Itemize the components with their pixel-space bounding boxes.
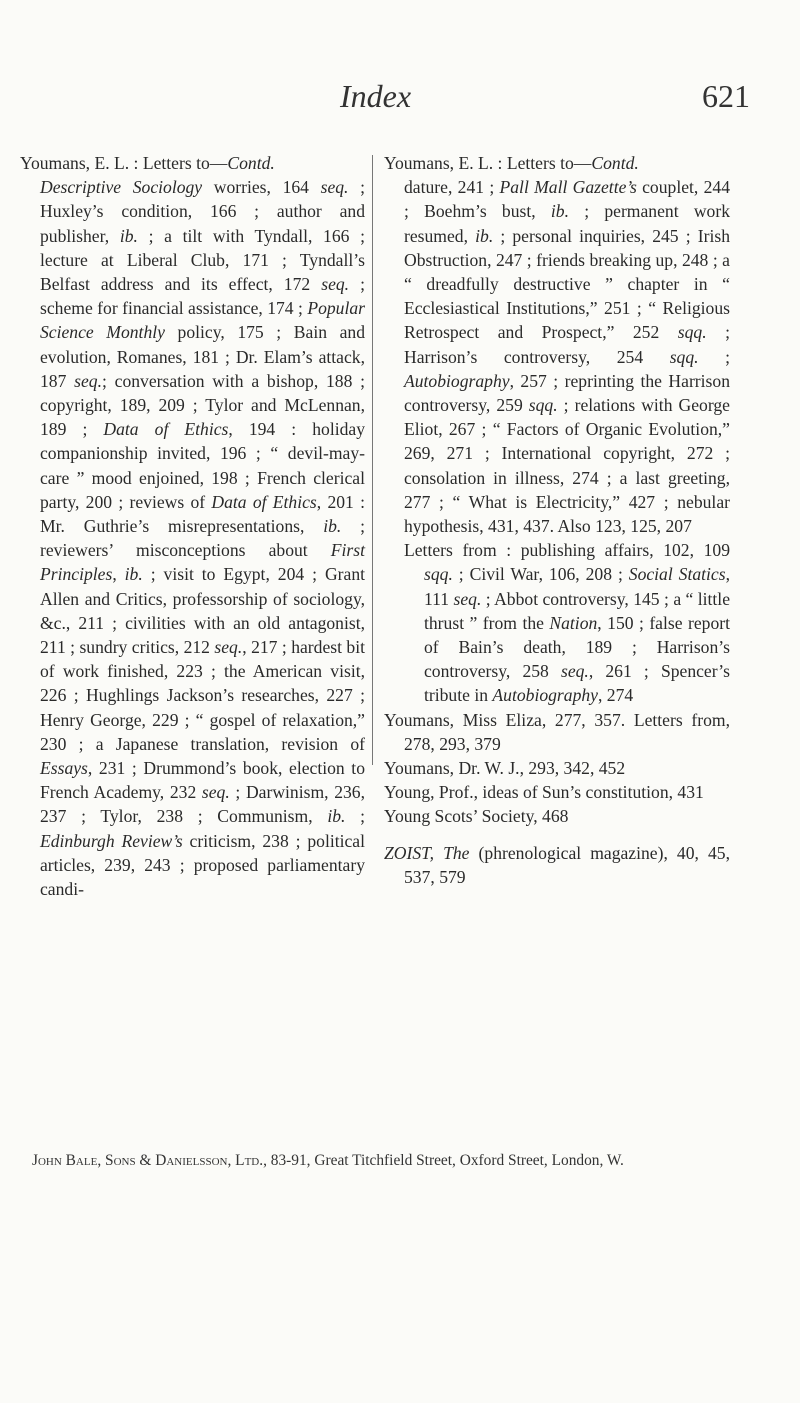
index-entry: Youmans, Miss Eliza, 277, 357. Letters from, 278, 293, 379 bbox=[384, 709, 730, 754]
index-entry: Youmans, E. L. : Letters to—Contd. Descriptive Sociology worries, 164 seq. ; Huxley’s condition, 166 ; author and publisher, ib. ; a tilt with Tyndall, 166 ; lecture at Liberal Club, 171 ; Tyndall’s Belfast address and its effect, 172 seq. ; scheme for financial assistance, 174 ; Popular Science Monthly policy, 175 ; Bain and evolution, Romanes, 181 ; Dr. Elam’s attack, 187 seq.; conversation with a bishop, 188 ; copyright, 189, 209 ; Tylor and McLennan, 189 ; Data of Ethics, 194 : holiday companionship invited, 196 ; “ devil-may-care ” mood enjoined, 198 ; French clerical party, 200 ; reviews of Data of Ethics, 201 : Mr. Guthrie’s misrepresentations, ib. ; reviewers’ misconceptions about First Principles, ib. ; visit to Egypt, 204 ; Grant Allen and Critics, professorship of sociology, &c., 211 ; civilities with an old antagonist, 211 ; sundry critics, 212 seq., 217 ; hardest bit of work finished, 223 ; the American visit, 226 ; Hughlings Jackson’s researches, 227 ; Henry George, 229 ; “ gospel of relaxation,” 230 ; a Japanese translation, revision of Essays, 231 ; Drummond’s book, election to French Academy, 232 seq. ; Darwinism, 236, 237 ; Tylor, 238 ; Communism, ib. ; Edinburgh Review’s criticism, 238 ; political articles, 239, 243 ; proposed parliamentary candi- bbox=[20, 153, 366, 900]
printer-imprint bbox=[32, 1152, 792, 1170]
column-divider bbox=[372, 155, 373, 765]
index-entry: Youmans, E. L. : Letters to—Contd. dature, 241 ; Pall Mall Gazette’s couplet, 244 ; Boehm’s bust, ib. ; permanent work resumed, ib. ; personal inquiries, 245 ; Irish Obstruction, 247 ; friends breaking up, 248 ; a “ dreadfully destructive ” chapter in “ Ecclesiastical Institutions,” 251 ; “ Religious Retrospect and Prospect,” 252 sqq. ; Harrison’s controversy, 254 sqq. ; Autobiography, 257 ; reprinting the Harrison controversy, 259 sqq. ; relations with George Eliot, 267 ; “ Factors of Organic Evolution,” 269, 271 ; International copyright, 272 ; consolation in illness, 274 ; a last greeting, 277 ; “ What is Electricity,” 427 ; nebular hypothesis, 431, 437. Also 123, 125, 207 bbox=[384, 153, 730, 537]
page-number: 621 bbox=[702, 78, 750, 114]
index-entry: Youmans, Dr. W. J., 293, 342, 452 bbox=[384, 758, 626, 779]
printer-name: John Bale, Sons & Danielsson, Ltd. bbox=[32, 1152, 264, 1169]
entry-heading-contd: Contd. bbox=[227, 153, 275, 173]
printer-address: , 83-91, Great Titchfield Street, Oxford Street, London, W. bbox=[263, 1152, 624, 1169]
index-entry: ZOIST, The (phrenological magazine), 40, 45, 537, 579 bbox=[384, 842, 730, 887]
index-column-right bbox=[384, 151, 730, 889]
entry-heading: Youmans, E. L. : Letters to— bbox=[20, 153, 228, 173]
entry-heading-contd: Contd. bbox=[591, 153, 639, 173]
index-entry: Young Scots’ Society, 468 bbox=[384, 806, 569, 827]
running-head bbox=[0, 78, 800, 118]
entry-heading: Youmans, E. L. : Letters to— bbox=[384, 153, 592, 173]
index-column-left bbox=[20, 151, 365, 901]
page-title: Index bbox=[340, 78, 412, 114]
index-entry: Letters from : publishing affairs, 102, 109 sqq. ; Civil War, 106, 208 ; Social Statics, 111 seq. ; Abbot controversy, 145 ; a “ little thrust ” from the Nation, 150 ; false report of Bain’s death, 189 ; Harrison’s controversy, 258 seq., 261 ; Spencer’s tribute in Autobiography, 274 bbox=[404, 540, 731, 706]
index-entry: Young, Prof., ideas of Sun’s constitution, 431 bbox=[384, 782, 704, 803]
